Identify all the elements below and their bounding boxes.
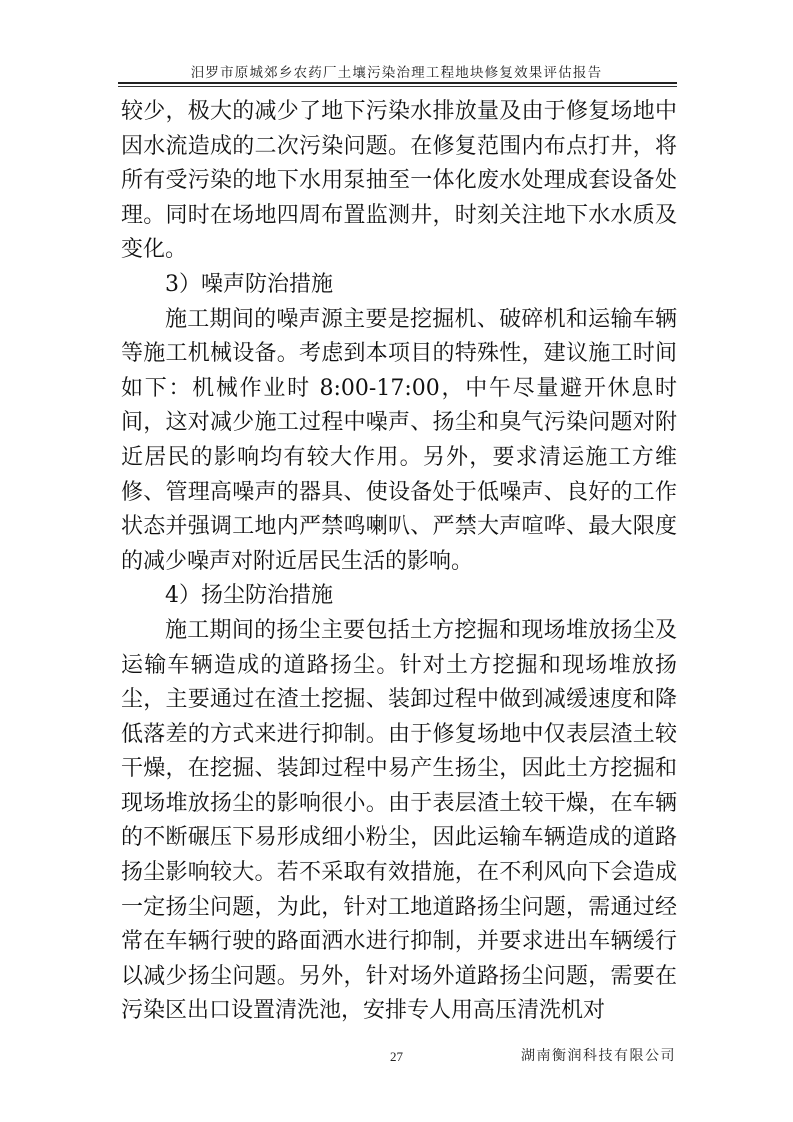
header-divider-thick [118,82,677,84]
footer-company-name: 湖南衡润科技有限公司 [521,1048,676,1064]
section-heading-dust: 4）扬尘防治措施 [165,583,333,609]
header-divider-thin [118,86,677,87]
report-header-title: 汨罗市原城郊乡农药厂土壤污染治理工程地块修复效果评估报告 [190,65,603,81]
body-text [121,95,677,1029]
page-number: 27 [390,1049,403,1064]
paragraph-noise-measures: 施工期间的噪声源主要是挖掘机、破碎机和运输车辆等施工机械设备。考虑到本项目的特殊性，建议施工时间如下：机械作业时 8:00-17:00，中午尽量避开休息时间，这对减少施工过程中噪声、扬尘和臭气污染问题对附近居民的影响均有较大作用。另外，要求清运施工方维修、管理高噪声的器具、使设备处于低噪声、良好的工作状态并强调工地内严禁鸣喇叭、严禁大声喧哗、最大限度的减少噪声对附近居民生活的影响。 [121,306,677,574]
section-heading-noise: 3）噪声防治措施 [165,271,333,297]
paragraph-groundwater-continued: 较少，极大的减少了地下污染水排放量及由于修复场地中因水流造成的二次污染问题。在修复范围内布点打井，将所有受污染的地下水用泵抽至一体化废水处理成套设备处理。同时在场地四周布置监测井，时刻关注地下水水质及变化。 [121,99,677,263]
paragraph-dust-measures: 施工期间的扬尘主要包括土方挖掘和现场堆放扬尘及运输车辆造成的道路扬尘。针对土方挖掘和现场堆放扬尘，主要通过在渣土挖掘、装卸过程中做到减缓速度和降低落差的方式来进行抑制。由于修复场地中仅表层渣土较干燥，在挖掘、装卸过程中易产生扬尘，因此土方挖掘和现场堆放扬尘的影响很小。由于表层渣土较干燥，在车辆的不断碾压下易形成细小粉尘，因此运输车辆造成的道路扬尘影响较大。若不采取有效措施，在不利风向下会造成一定扬尘问题，为此，针对工地道路扬尘问题，需通过经常在车辆行驶的路面洒水进行抑制，并要求进出车辆缓行以减少扬尘问题。另外，针对场外道路扬尘问题，需要在污染区出口设置清洗池，安排专人用高压清洗机对 [121,617,677,1024]
